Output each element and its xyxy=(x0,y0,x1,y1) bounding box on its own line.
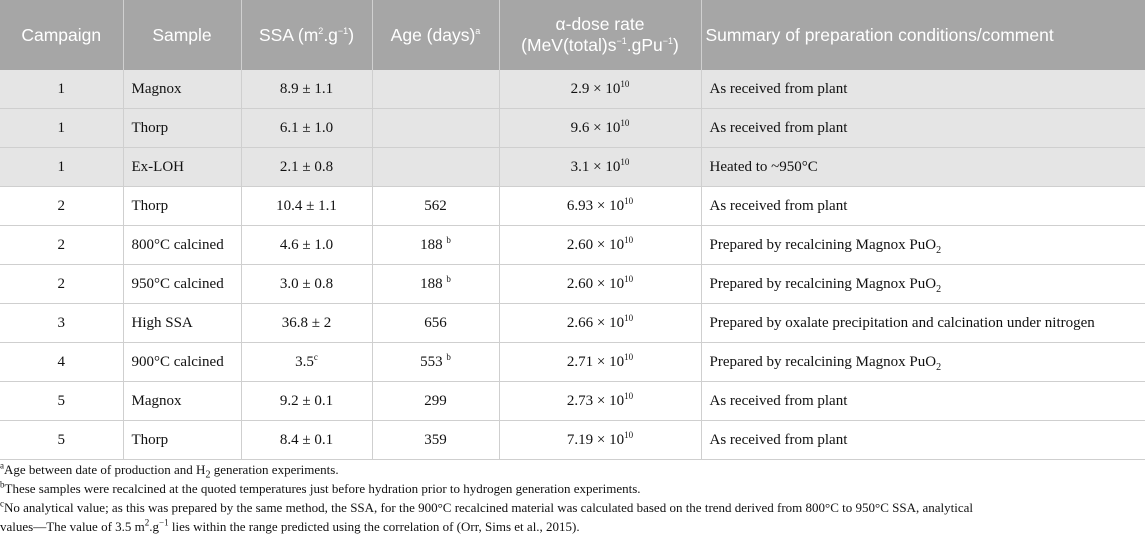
cell-age: 656 xyxy=(372,304,499,343)
cell-age xyxy=(372,109,499,148)
table-row xyxy=(0,304,1145,343)
cell-campaign: 1 xyxy=(0,70,123,109)
cell-ssa: 2.1 ± 0.8 xyxy=(241,148,372,187)
cell-ssa: 8.9 ± 1.1 xyxy=(241,70,372,109)
table-row xyxy=(0,265,1145,304)
cell-dose-rate: $2.71 \times 10^{10}$ xyxy=(499,343,701,382)
cell-sample: 800°C calcined xyxy=(123,226,241,265)
cell-summary: As received from plant xyxy=(701,187,1145,226)
table-row xyxy=(0,148,1145,187)
cell-ssa: 9.2 ± 0.1 xyxy=(241,382,372,421)
header-sample: Sample xyxy=(123,0,241,70)
header-summary: Summary of preparation conditions/comment xyxy=(701,0,1145,70)
cell-summary: Prepared by oxalate precipitation and calcination under nitrogen xyxy=(701,304,1145,343)
cell-summary: Prepared by recalcining Magnox PuO$_2$ xyxy=(701,265,1145,304)
cell-age: 188 $^b$ xyxy=(372,226,499,265)
cell-summary: Prepared by recalcining Magnox PuO$_2$ xyxy=(701,226,1145,265)
table-row xyxy=(0,187,1145,226)
table-row xyxy=(0,109,1145,148)
cell-ssa: 4.6 ± 1.0 xyxy=(241,226,372,265)
cell-summary: As received from plant xyxy=(701,70,1145,109)
header-campaign: Campaign xyxy=(0,0,123,70)
table-row xyxy=(0,421,1145,460)
cell-sample: 950°C calcined xyxy=(123,265,241,304)
footnote-c: $^c$No analytical value; as this was prepared by the same method, the SSA, for the 900°C recalcined material was calculated based on the trend derived from 800°C to 950°C SSA, analytical values—The value of 3.5 $m^2.g^{-1}$ lies within the range predicted using the correlation of (Orr, Sims et al., 2015). xyxy=(0,498,974,534)
cell-sample: High SSA xyxy=(123,304,241,343)
cell-campaign: 5 xyxy=(0,382,123,421)
cell-campaign: 1 xyxy=(0,148,123,187)
cell-campaign: 1 xyxy=(0,109,123,148)
header-row xyxy=(0,0,1145,70)
footnote-b: $^b$These samples were recalcined at the quoted temperatures just before hydration prior to hydrogen generation experiments. xyxy=(0,479,641,496)
table-row xyxy=(0,382,1145,421)
cell-dose-rate: $3.1 \times 10^{10}$ xyxy=(499,148,701,187)
table-row xyxy=(0,226,1145,265)
cell-summary: As received from plant xyxy=(701,109,1145,148)
cell-summary: Prepared by recalcining Magnox PuO$_2$ xyxy=(701,343,1145,382)
cell-campaign: 2 xyxy=(0,265,123,304)
cell-sample: Magnox xyxy=(123,70,241,109)
cell-dose-rate: $2.60 \times 10^{10}$ xyxy=(499,226,701,265)
cell-campaign: 4 xyxy=(0,343,123,382)
cell-dose-rate: $9.6 \times 10^{10}$ xyxy=(499,109,701,148)
cell-ssa: 3.0 ± 0.8 xyxy=(241,265,372,304)
cell-campaign: 5 xyxy=(0,421,123,460)
cell-dose-rate: $2.73 \times 10^{10}$ xyxy=(499,382,701,421)
cell-age xyxy=(372,70,499,109)
cell-summary: As received from plant xyxy=(701,421,1145,460)
cell-sample: 900°C calcined xyxy=(123,343,241,382)
cell-campaign: 3 xyxy=(0,304,123,343)
cell-sample: Thorp xyxy=(123,421,241,460)
footnote-a: $^a$Age between date of production and $H_2$ generation experiments. xyxy=(0,460,339,481)
cell-sample: Ex-LOH xyxy=(123,148,241,187)
cell-ssa: 6.1 ± 1.0 xyxy=(241,109,372,148)
header-dose-rate: α-dose rate $(MeV(total)s^{-1}.gPu^{-1})$ xyxy=(499,0,701,70)
cell-campaign: 2 xyxy=(0,226,123,265)
header-age: Age (days)$^a$ xyxy=(372,0,499,70)
cell-dose-rate: $2.60 \times 10^{10}$ xyxy=(499,265,701,304)
cell-summary: As received from plant xyxy=(701,382,1145,421)
cell-age: 562 xyxy=(372,187,499,226)
cell-dose-rate: $2.9 \times 10^{10}$ xyxy=(499,70,701,109)
cell-age: 188 $^b$ xyxy=(372,265,499,304)
cell-dose-rate: $7.19 \times 10^{10}$ xyxy=(499,421,701,460)
cell-sample: Magnox xyxy=(123,382,241,421)
cell-campaign: 2 xyxy=(0,187,123,226)
table-row xyxy=(0,343,1145,382)
cell-sample: Thorp xyxy=(123,187,241,226)
cell-age: 553 $^b$ xyxy=(372,343,499,382)
cell-dose-rate: $2.66 \times 10^{10}$ xyxy=(499,304,701,343)
table-row xyxy=(0,70,1145,109)
cell-age: 299 xyxy=(372,382,499,421)
cell-age xyxy=(372,148,499,187)
cell-ssa: 36.8 ± 2 xyxy=(241,304,372,343)
cell-ssa: 10.4 ± 1.1 xyxy=(241,187,372,226)
cell-summary: Heated to ~950°C xyxy=(701,148,1145,187)
cell-sample: Thorp xyxy=(123,109,241,148)
header-ssa: SSA $(m^2.g^{-1})$ xyxy=(241,0,372,70)
cell-dose-rate: $6.93 \times 10^{10}$ xyxy=(499,187,701,226)
cell-age: 359 xyxy=(372,421,499,460)
cell-ssa: 3.5$^c$ xyxy=(241,343,372,382)
footnotes xyxy=(0,460,1140,536)
cell-ssa: 8.4 ± 0.1 xyxy=(241,421,372,460)
